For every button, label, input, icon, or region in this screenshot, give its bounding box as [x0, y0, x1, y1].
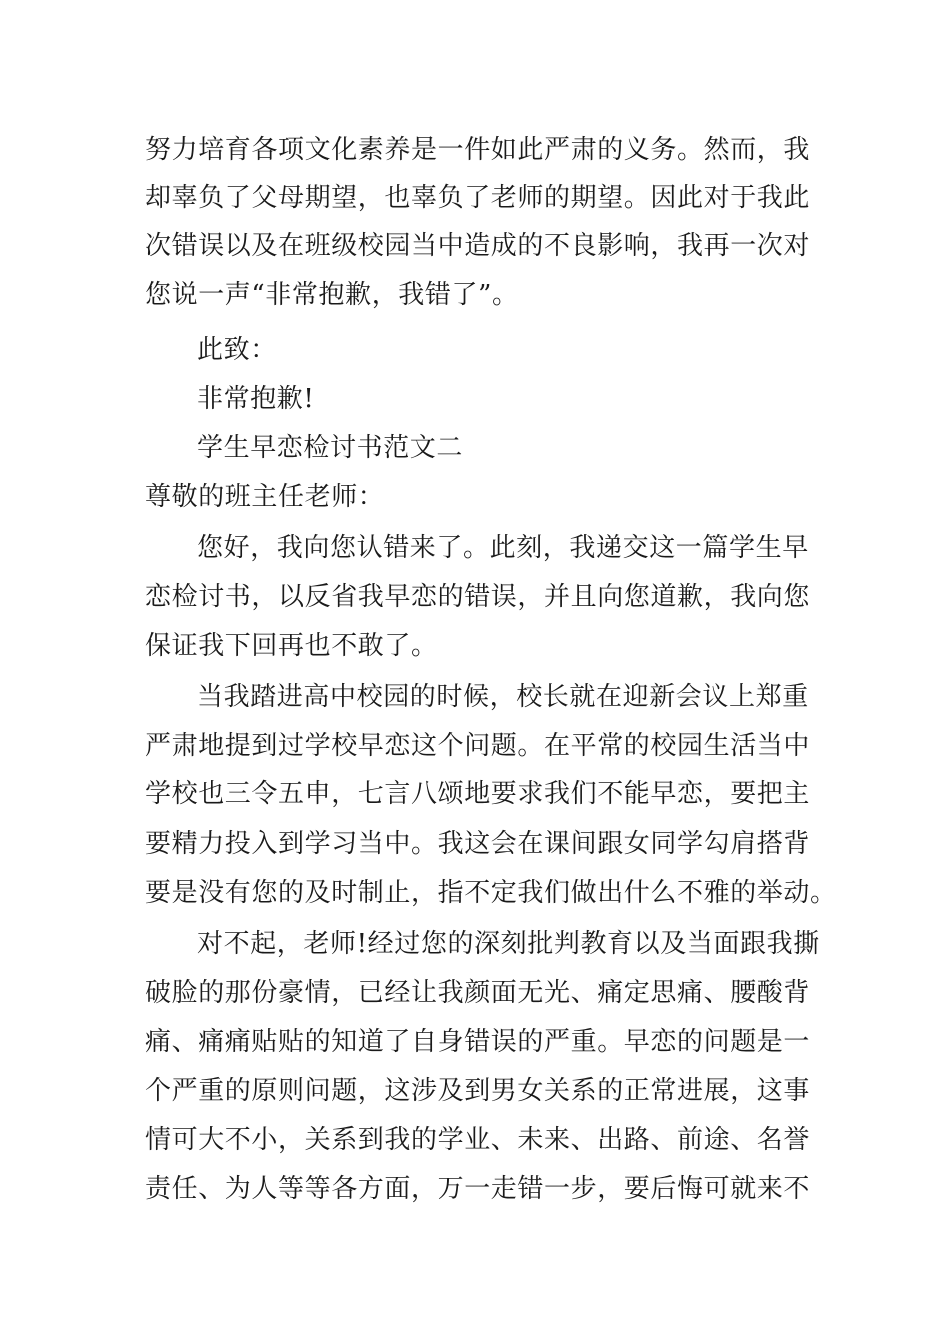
body-text-line: 要精力投入到学习当中。我这会在课间跟女同学勾肩搭背 [145, 829, 811, 859]
body-text-line: 个严重的原则问题，这涉及到男女关系的正常进展，这事 [145, 1076, 811, 1106]
body-text-line: 对不起，老师!经过您的深刻批判教育以及当面跟我撕 [197, 929, 820, 959]
letter-greeting: 尊敬的班主任老师： [145, 482, 385, 512]
closing-apology: 非常抱歉! [197, 384, 315, 414]
body-text-line: 痛、痛痛贴贴的知道了自身错误的严重。早恋的问题是一 [145, 1027, 811, 1057]
body-text-line: 保证我下回再也不敢了。 [145, 631, 438, 661]
body-text-line: 努力培育各项文化素养是一件如此严肃的义务。然而，我 [145, 135, 811, 165]
body-text-line: 要是没有您的及时制止，指不定我们做出什么不雅的举动。 [145, 878, 837, 908]
body-text-line: 学校也三令五申，七言八颂地要求我们不能早恋，要把主 [145, 779, 811, 809]
body-text-line: 次错误以及在班级校园当中造成的不良影响，我再一次对 [145, 231, 811, 261]
closing-salutation: 此致： [197, 335, 277, 365]
section-title: 学生早恋检讨书范文二 [197, 433, 464, 463]
body-text-line: 责任、为人等等各方面，万一走错一步，要后悔可就来不 [145, 1174, 811, 1204]
body-text-line: 严肃地提到过学校早恋这个问题。在平常的校园生活当中 [145, 731, 811, 761]
body-text-line: 恋检讨书，以反省我早恋的错误，并且向您道歉，我向您 [145, 582, 811, 612]
body-text-line: 您说一声“非常抱歉，我错了”。 [145, 280, 519, 310]
body-text-line: 当我踏进高中校园的时候，校长就在迎新会议上郑重 [197, 682, 809, 712]
body-text-line: 破脸的那份豪情，已经让我颜面无光、痛定思痛、腰酸背 [145, 978, 811, 1008]
body-text-line: 情可大不小，关系到我的学业、未来、出路、前途、名誉 [145, 1125, 811, 1155]
body-text-line: 您好，我向您认错来了。此刻，我递交这一篇学生早 [197, 533, 809, 563]
body-text-line: 却辜负了父母期望，也辜负了老师的期望。因此对于我此 [145, 183, 811, 213]
